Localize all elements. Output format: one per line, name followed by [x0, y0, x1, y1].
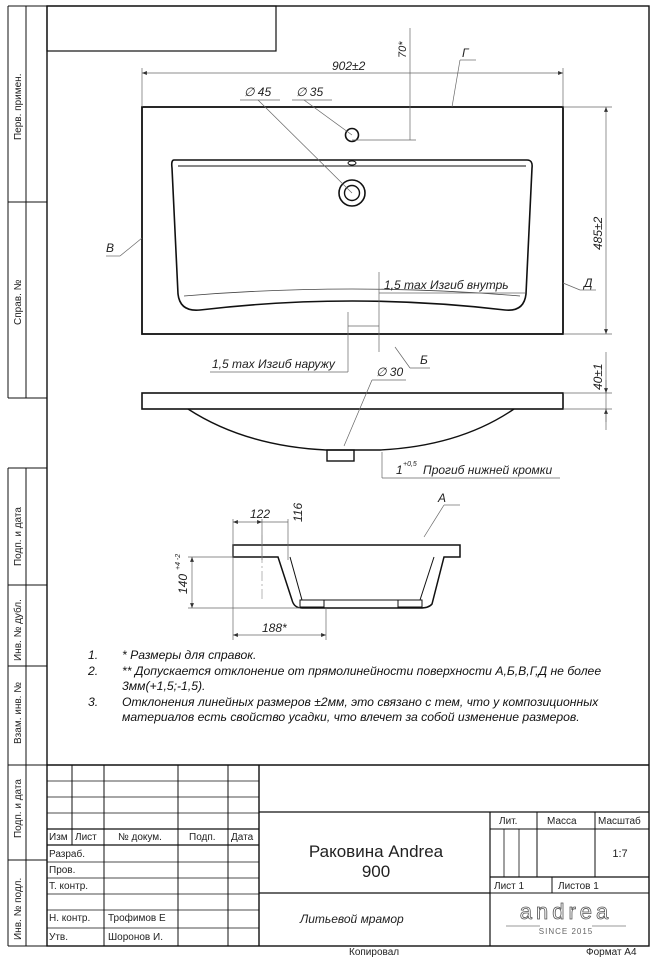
- top-view: [106, 28, 612, 372]
- brand-since: SINCE 2015: [538, 927, 594, 936]
- callout-b: Б: [420, 353, 428, 367]
- product-name: Раковина Andrea: [308, 842, 444, 861]
- stamp-perv-primen: Перв. примен.: [13, 73, 24, 140]
- bend-in-label: 1,5 max Изгиб внутрь: [384, 278, 509, 292]
- row-tkontr: Т. контр.: [49, 881, 89, 892]
- stamp-inv-podl: Инв. № подл.: [13, 877, 24, 940]
- product-size: 900: [361, 862, 391, 881]
- note-1-text: * Размеры для справок.: [122, 648, 257, 662]
- stamp-podp-data-2: Подп. и дата: [13, 779, 24, 838]
- drain-spigot-front: [327, 450, 354, 461]
- masshtab-label: Масштаб: [598, 816, 641, 827]
- note-1-number: 1.: [88, 648, 99, 662]
- material-label: Литьевой мрамор: [300, 912, 404, 926]
- sheets-label: Листов 1: [558, 881, 599, 892]
- brand-logo: andrea: [519, 899, 613, 924]
- note-3: [88, 695, 628, 726]
- dim-122: 122: [250, 507, 271, 521]
- dim-116: 116: [291, 502, 305, 522]
- section-profile: [233, 545, 460, 608]
- utv-name: Шоронов И.: [108, 932, 163, 943]
- note-1: [88, 648, 628, 664]
- notes-block: [88, 648, 628, 726]
- note-2: [88, 664, 628, 695]
- nkontr-name: Трофимов Е: [108, 913, 166, 924]
- row-prov: Пров.: [49, 865, 76, 876]
- dim-height-40: 40±1: [591, 363, 605, 390]
- col-data: Дата: [231, 832, 254, 843]
- callout-v: В: [106, 241, 115, 255]
- dim-dia-35: ∅ 35: [296, 85, 324, 99]
- sheet-label: Лист 1: [494, 881, 525, 892]
- copied-label: Копировал: [349, 947, 400, 958]
- sag-tolerance: +0,5: [403, 461, 417, 468]
- note-3-text: Отклонения линейных размеров ±2мм, это связано с тем, что у композиционных материалов есть свойство усадки, что влечет за собой изменение размеров.: [122, 694, 599, 724]
- dim-dia-45: ∅ 45: [244, 85, 272, 99]
- section-view: [175, 491, 460, 640]
- bend-out-label: 1,5 max Изгиб наружу: [212, 357, 335, 371]
- stamp-sprav-no: Справ. №: [13, 279, 24, 325]
- note-3-number: 3.: [88, 694, 99, 709]
- row-razrab: Разраб.: [49, 849, 86, 860]
- dim-offset-70: 70*: [397, 41, 409, 58]
- stamp-vzam-inv: Взам. инв. №: [13, 682, 24, 744]
- row-nkontr: Н. контр.: [49, 913, 91, 924]
- col-podp: Подп.: [189, 832, 216, 843]
- massa-label: Масса: [547, 816, 577, 827]
- dim-140-tol: +4 -2: [175, 553, 182, 570]
- dim-depth-485: 485±2: [591, 216, 605, 250]
- col-izm: Изм: [49, 832, 68, 843]
- callout-d: Д: [584, 276, 593, 290]
- scale-value: 1:7: [612, 848, 628, 860]
- stamp-inv-dubl: Инв. № дубл.: [13, 599, 24, 661]
- callout-a: А: [438, 491, 447, 505]
- dim-188: 188*: [262, 621, 287, 635]
- overflow-slot: [348, 161, 356, 165]
- sag-value: 1: [396, 463, 403, 477]
- col-doc: № докум.: [118, 832, 162, 843]
- lit-label: Лит.: [499, 816, 518, 827]
- sag-label: Прогиб нижней кромки: [423, 463, 553, 477]
- basin-outline-front: [142, 393, 563, 409]
- col-list: Лист: [75, 832, 97, 843]
- callout-g: Г: [462, 46, 469, 60]
- note-2-number: 2.: [88, 663, 99, 678]
- dim-width-902: 902±2: [332, 59, 366, 73]
- note-2-text: ** Допускается отклонение от прямолинейности поверхности А,Б,В,Г,Д не более 3мм(+1,5;-1,5).: [122, 663, 602, 693]
- format-label: Формат А4: [586, 947, 637, 958]
- row-utv: Утв.: [49, 932, 69, 943]
- dim-dia-30: ∅ 30: [376, 365, 404, 379]
- side-stamp-labels: [12, 74, 24, 940]
- stamp-podp-data-1: Подп. и дата: [13, 507, 24, 566]
- dim-140: 140: [176, 573, 190, 594]
